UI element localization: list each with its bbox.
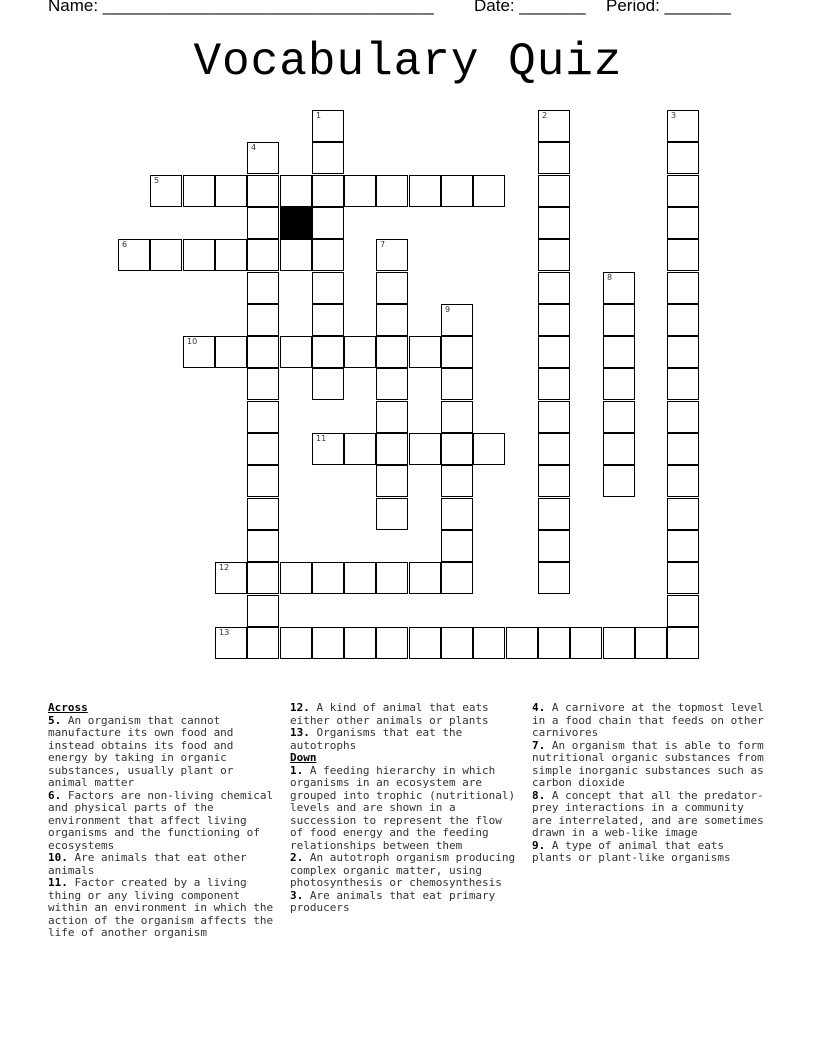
crossword-cell[interactable]: [538, 142, 570, 174]
crossword-cell[interactable]: [280, 562, 312, 594]
crossword-cell[interactable]: [215, 175, 247, 207]
crossword-cell[interactable]: [409, 627, 441, 659]
crossword-cell[interactable]: [280, 336, 312, 368]
clue-down-9: 9. A type of animal that eats plants or plant-like organisms: [532, 838, 731, 864]
crossword-cell[interactable]: [441, 465, 473, 497]
crossword-cell[interactable]: [667, 465, 699, 497]
crossword-cell[interactable]: [280, 175, 312, 207]
crossword-cell[interactable]: [312, 336, 344, 368]
crossword-cell[interactable]: [344, 562, 376, 594]
crossword-cell[interactable]: [247, 207, 279, 239]
crossword-cell[interactable]: [667, 530, 699, 562]
crossword-cell[interactable]: [376, 401, 408, 433]
crossword-cell[interactable]: [538, 304, 570, 336]
crossword-cell[interactable]: [312, 110, 344, 142]
clue-number: 11: [316, 434, 327, 443]
crossword-cell[interactable]: [183, 336, 215, 368]
crossword-cell[interactable]: [344, 433, 376, 465]
period-field[interactable]: Period: _______: [606, 0, 731, 15]
crossword-cell[interactable]: [667, 368, 699, 400]
clues-column-2: [290, 702, 520, 915]
crossword-cell[interactable]: [376, 239, 408, 271]
clue-number: 3: [671, 111, 677, 120]
crossword-cell[interactable]: [247, 562, 279, 594]
crossword-cell[interactable]: [603, 368, 635, 400]
crossword-cell[interactable]: [538, 627, 570, 659]
crossword-cell[interactable]: [667, 142, 699, 174]
crossword-cell[interactable]: [538, 498, 570, 530]
crossword-cell[interactable]: [312, 272, 344, 304]
crossword-cell[interactable]: [150, 239, 182, 271]
crossword-cell[interactable]: [376, 336, 408, 368]
crossword-cell[interactable]: [376, 272, 408, 304]
clue-down-1: 1. A feeding hierarchy in which organisms in an ecosystem are grouped into trophic (nutritional) levels and are shown in a succession to represent the flow of food energy and the feeding relationships between them: [290, 763, 516, 852]
crossword-cell[interactable]: [603, 433, 635, 465]
crossword-cell[interactable]: [667, 272, 699, 304]
clue-down-3: 3. Are animals that eat primary producers: [290, 888, 496, 914]
across-header: Across: [48, 701, 88, 714]
crossword-cell[interactable]: [441, 368, 473, 400]
crossword-cell[interactable]: [603, 272, 635, 304]
crossword-cell[interactable]: [667, 239, 699, 271]
crossword-cell[interactable]: [441, 336, 473, 368]
crossword-cell[interactable]: [376, 304, 408, 336]
crossword-cell[interactable]: [441, 530, 473, 562]
crossword-cell[interactable]: [247, 336, 279, 368]
crossword-cell[interactable]: [538, 433, 570, 465]
crossword-cell[interactable]: [247, 239, 279, 271]
crossword-cell[interactable]: [603, 627, 635, 659]
crossword-cell[interactable]: [441, 304, 473, 336]
clue-down-2: 2. An autotroph organism producing complex organic matter, using photosynthesis or chemosynthesis: [290, 851, 516, 889]
crossword-cell[interactable]: [603, 336, 635, 368]
crossword-cell[interactable]: [667, 401, 699, 433]
crossword-cell[interactable]: [538, 401, 570, 433]
crossword-cell[interactable]: [667, 498, 699, 530]
crossword-cell[interactable]: [215, 627, 247, 659]
clue-number: 13: [219, 628, 230, 637]
clue-across-13: 13. Organisms that eat the autotrophs: [290, 726, 463, 752]
clue-down-7: 7. An organism that is able to form nutritional organic substances from simple inorganic substances such as carbon dioxide: [532, 738, 764, 789]
clue-across-11: 11. Factor created by a living thing or any living component within an environment in which the action of the organism affects the life of another organism: [48, 876, 274, 939]
crossword-cell[interactable]: [538, 562, 570, 594]
crossword-cell[interactable]: [667, 336, 699, 368]
crossword-cell[interactable]: [538, 530, 570, 562]
crossword-cell[interactable]: [376, 175, 408, 207]
clue-down-4: 4. A carnivore at the topmost level in a food chain that feeds on other carnivores: [532, 701, 764, 739]
crossword-cell[interactable]: [570, 627, 602, 659]
crossword-cell[interactable]: [247, 498, 279, 530]
clue-number: 2: [542, 111, 548, 120]
clue-across-12: 12. A kind of animal that eats either other animals or plants: [290, 701, 489, 727]
crossword-cell[interactable]: [667, 595, 699, 627]
crossword-cell[interactable]: [538, 336, 570, 368]
crossword-cell[interactable]: [409, 175, 441, 207]
crossword-cell[interactable]: [667, 207, 699, 239]
crossword-cell[interactable]: [247, 595, 279, 627]
crossword-cell[interactable]: [215, 336, 247, 368]
crossword-cell[interactable]: [667, 627, 699, 659]
crossword-cell[interactable]: [409, 433, 441, 465]
crossword-cell[interactable]: [247, 272, 279, 304]
crossword-cell[interactable]: [312, 627, 344, 659]
crossword-cell[interactable]: [247, 530, 279, 562]
crossword-cell[interactable]: [667, 304, 699, 336]
crossword-cell[interactable]: [667, 110, 699, 142]
crossword-cell[interactable]: [603, 465, 635, 497]
crossword-cell[interactable]: [247, 433, 279, 465]
clue-down-8: 8. A concept that all the predator-prey interactions in a community are interrelated, and are sometimes drawn in a web-like image: [532, 788, 764, 839]
crossword-cell[interactable]: [603, 401, 635, 433]
crossword-cell[interactable]: [344, 627, 376, 659]
crossword-cell[interactable]: [376, 562, 408, 594]
crossword-cell[interactable]: [603, 304, 635, 336]
crossword-cell[interactable]: [247, 465, 279, 497]
crossword-cell[interactable]: [312, 207, 344, 239]
crossword-cell[interactable]: [441, 401, 473, 433]
crossword-cell[interactable]: [183, 239, 215, 271]
crossword-cell[interactable]: [376, 465, 408, 497]
crossword-cell[interactable]: [667, 562, 699, 594]
crossword-cell[interactable]: [441, 498, 473, 530]
crossword-cell[interactable]: [538, 272, 570, 304]
crossword-cell[interactable]: [635, 627, 667, 659]
clue-across-6: 6. Factors are non-living chemical and physical parts of the environment that affect living organisms and the functioning of ecosystems: [48, 788, 274, 852]
crossword-cell[interactable]: [247, 175, 279, 207]
crossword-cell[interactable]: [247, 401, 279, 433]
clue-across-10: 10. Are animals that eat other animals: [48, 851, 247, 877]
crossword-cell[interactable]: [473, 433, 505, 465]
crossword-cell[interactable]: [280, 627, 312, 659]
clue-number: 7: [380, 240, 386, 249]
crossword-cell[interactable]: [409, 562, 441, 594]
clues-column-3: [532, 702, 764, 865]
name-field[interactable]: Name: ___________________________________: [48, 0, 434, 15]
crossword-cell[interactable]: [473, 627, 505, 659]
clue-number: 10: [187, 337, 198, 346]
clue-number: 6: [122, 240, 128, 249]
page-title: Vocabulary Quiz: [193, 36, 623, 88]
crossword-cell[interactable]: [247, 627, 279, 659]
crossword-cell[interactable]: [344, 175, 376, 207]
crossword-cell[interactable]: [247, 142, 279, 174]
crossword-cell[interactable]: [538, 368, 570, 400]
crossword-cell[interactable]: [118, 239, 150, 271]
clue-across-5: 5. An organism that cannot manufacture its own food and instead obtains its food and energy by taking in organic substances, usually plant or animal matter: [48, 713, 234, 789]
crossword-cell[interactable]: [376, 627, 408, 659]
down-header: Down: [290, 751, 317, 764]
blocked-cell: [280, 207, 312, 239]
date-field[interactable]: Date: _______: [474, 0, 586, 15]
crossword-cell[interactable]: [441, 175, 473, 207]
crossword-cell[interactable]: [538, 110, 570, 142]
crossword-cell[interactable]: [538, 239, 570, 271]
crossword-cell[interactable]: [667, 433, 699, 465]
crossword-cell[interactable]: [441, 433, 473, 465]
crossword-cell[interactable]: [506, 627, 538, 659]
crossword-cell[interactable]: [667, 175, 699, 207]
crossword-cell[interactable]: [344, 336, 376, 368]
crossword-cell[interactable]: [312, 175, 344, 207]
clue-number: 4: [251, 143, 257, 152]
crossword-cell[interactable]: [441, 562, 473, 594]
clue-number: 8: [607, 273, 613, 282]
clue-number: 9: [445, 305, 451, 314]
crossword-cell[interactable]: [312, 142, 344, 174]
crossword-cell[interactable]: [376, 368, 408, 400]
clue-number: 5: [154, 176, 160, 185]
crossword-cell[interactable]: [473, 175, 505, 207]
crossword-cell[interactable]: [312, 304, 344, 336]
crossword-cell[interactable]: [409, 336, 441, 368]
crossword-cell[interactable]: [215, 562, 247, 594]
clue-number: 12: [219, 563, 230, 572]
crossword-cell[interactable]: [247, 368, 279, 400]
crossword-cell[interactable]: [376, 498, 408, 530]
crossword-cell[interactable]: [538, 465, 570, 497]
crossword-cell[interactable]: [280, 239, 312, 271]
clues-column-1: [48, 702, 278, 940]
crossword-cell[interactable]: [538, 207, 570, 239]
crossword-cell[interactable]: [312, 562, 344, 594]
crossword-cell[interactable]: [183, 175, 215, 207]
crossword-cell[interactable]: [538, 175, 570, 207]
crossword-cell[interactable]: [247, 304, 279, 336]
crossword-cell[interactable]: [150, 175, 182, 207]
crossword-cell[interactable]: [376, 433, 408, 465]
crossword-cell[interactable]: [312, 368, 344, 400]
crossword-cell[interactable]: [441, 627, 473, 659]
crossword-cell[interactable]: [312, 239, 344, 271]
crossword-cell[interactable]: [312, 433, 344, 465]
clue-number: 1: [316, 111, 322, 120]
crossword-cell[interactable]: [215, 239, 247, 271]
